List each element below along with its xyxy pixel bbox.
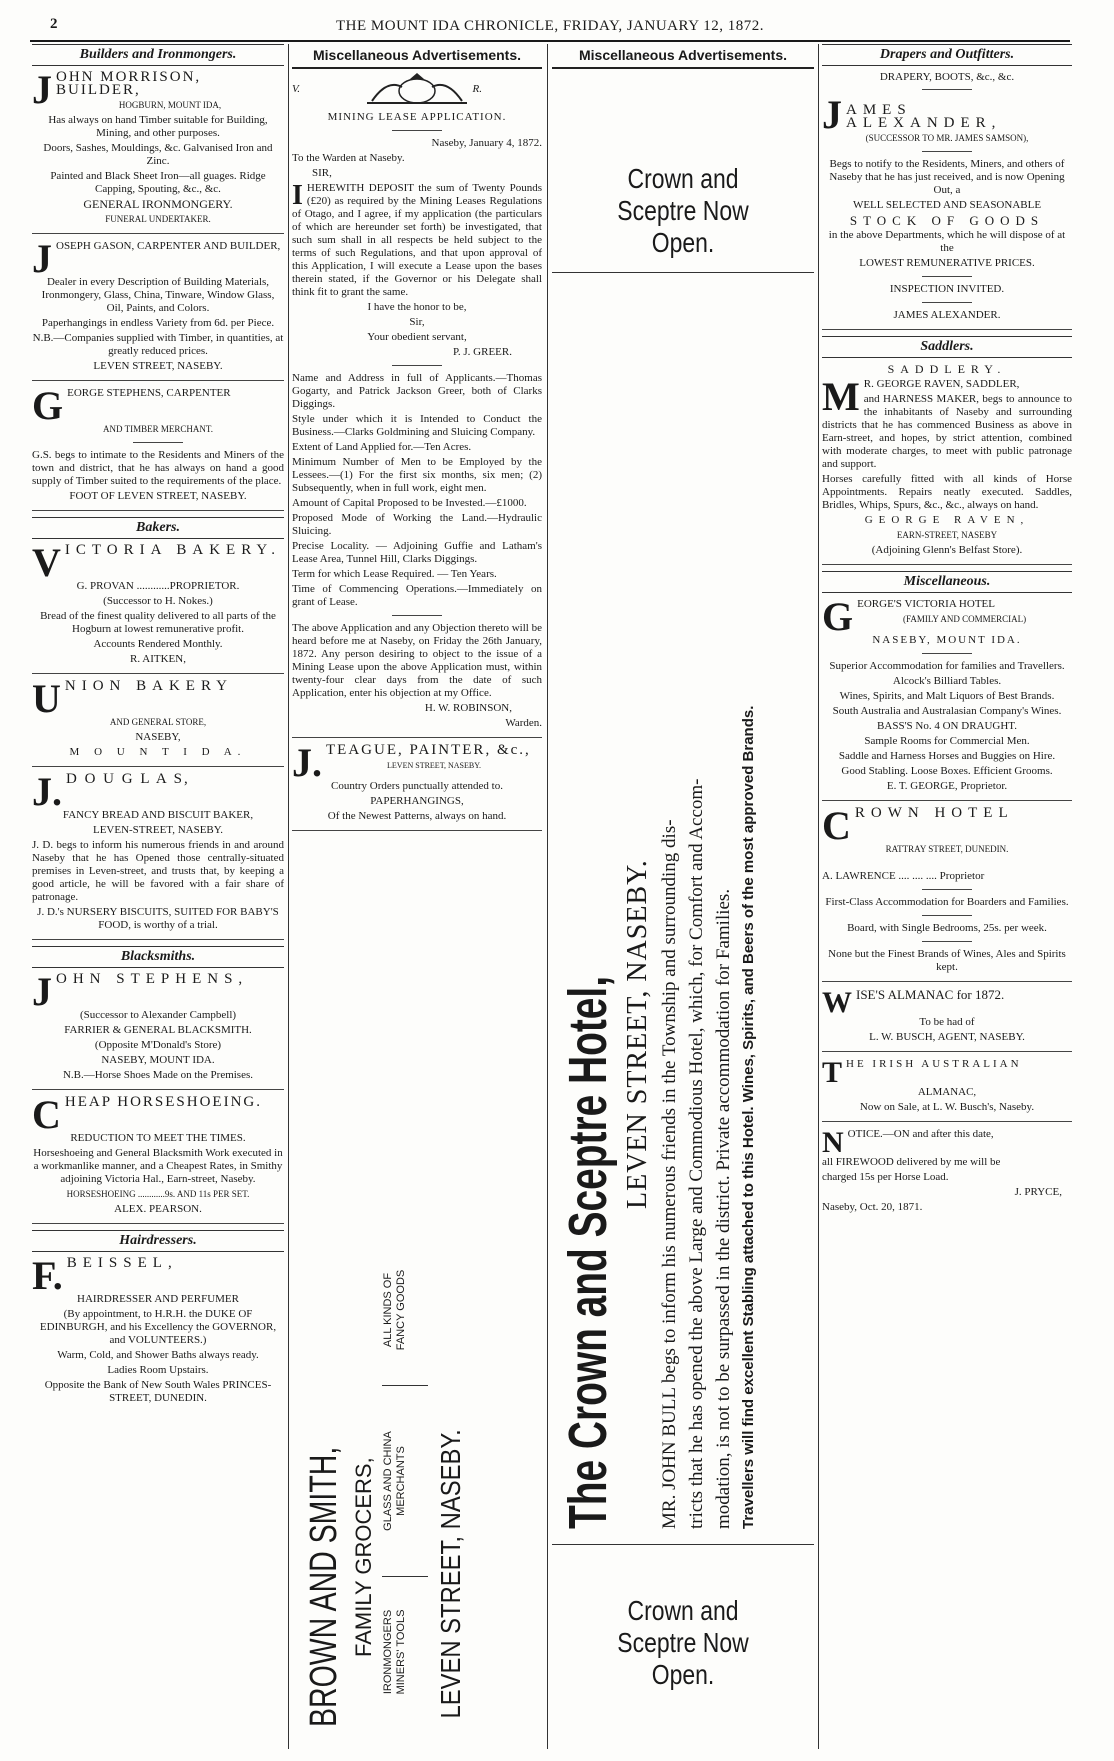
ad-title: TEAGUE, PAINTER, &c., bbox=[326, 742, 531, 758]
ad-georges-victoria-hotel: G EORGE'S VICTORIA HOTEL (FAMILY AND COMMERCIAL) NASEBY, MOUNT IDA. Superior Accommodation for families and Travellers. Alcock's Billiard Tables. Wines, Spirits, and Malt Liquors of Best Brands. South Australia and Australasian Company's Wines. BASS'S No. 4 ON DRAUGHT. Sample Rooms for Commercial Men. Saddle and Harness Horses and Buggies on Hire. Good Stabling. Loose Boxes. Efficient Grooms. E. T. GEORGE, Proprietor. bbox=[822, 598, 1072, 801]
hotel-street: LEVEN STREET, NASEBY. bbox=[622, 859, 653, 1209]
column-header: Miscellaneous Advertisements. bbox=[292, 44, 542, 69]
section-miscellaneous: Miscellaneous. bbox=[822, 571, 1072, 593]
ad-title: EORGE STEPHENS, CARPENTER bbox=[67, 387, 231, 399]
ad-title: R. GEORGE RAVEN, SADDLER, bbox=[863, 378, 1020, 390]
ad-title: HE IRISH AUSTRALIAN bbox=[846, 1058, 1022, 1070]
column-3 bbox=[552, 44, 814, 1749]
ad-title: D O U G L A S, bbox=[66, 771, 190, 787]
column-rule bbox=[288, 44, 289, 1749]
ad-john-stephens: J OHN STEPHENS, (Successor to Alexander Campbell) FARRIER & GENERAL BLACKSMITH. (Opposite M'Donald's Store) NASEBY, MOUNT IDA. N.B.—Horse Shoes Made on the Premises. bbox=[32, 973, 284, 1090]
ad-stephens: G EORGE STEPHENS, CARPENTER AND TIMBER MERCHANT. G.S. begs to intimate to the Residents and Miners of the town and district, that he has always on hand a good supply of Timber suited to the requirements of the place. FOOT OF LEVEN STREET, NASEBY. bbox=[32, 387, 284, 511]
ad-title: EORGE'S VICTORIA HOTEL bbox=[857, 598, 995, 610]
ad-title: OTICE.—ON and after this date, bbox=[847, 1128, 994, 1140]
section-hairdressers: Hairdressers. bbox=[32, 1230, 284, 1252]
ad-title: BROWN AND SMITH, bbox=[303, 1446, 345, 1727]
ad-title: OSEPH GASON, CARPENTER AND BUILDER, bbox=[56, 240, 281, 252]
ad-beissel: F. BEISSEL, HAIRDRESSER AND PERFUMER (By appointment, to H.R.H. the DUKE OF EDINBURGH, and his Excellency the GOVERNOR, and VOLUNTEERS.) Warm, Cold, and Shower Baths always ready. Ladies Room Upstairs. Opposite the Bank of New South Wales PRINCES-STREET, DUNEDIN. bbox=[32, 1257, 284, 1412]
ad-title: BEISSEL, bbox=[66, 1255, 178, 1271]
ad-mining-lease: V. R. MINING LEASE APPLICATION. Naseby, January 4, 1872. To the Warden at Naseby. SIR, IHEREWITH DEPOSIT the sum of Twenty Pounds (£20) as required by the Mining Leases Regulations of Otago, and I agree, if my application (the particulars of which are hereunder set forth) be investigated, that such sum shall in all respects be held subject to the terms of such Regulations, and that upon approval of this Application, I will execute a Lease upon the bases therein stated, if the Governor or his Delegate shall think fit to grant the same. I have the honor to be, Sir, Your obedient servant, P. J. GREER. Name and Address in full of Applicants.—Thomas Gogarty, and Patrick Jackson Greer, both of Clarks Diggings. Style under which it is Intended to Conduct the Business.—Clarks Goldmining and Sluicing Company. Extent of Land Applied for.—Ten Acres. Minimum Number of Men to be Employed by the Lessees.—(1) For the first six months, six men; (2) Subsequently, when in full work, eight men. Amount of Capital Proposed to be Invested.—£1000. Proposed Mode of Working the Land.—Hydraulic Sluicing. Precise Locality. — Adjoining Guffie and Latham's Lease Area, Tunnel Hill, Clarks Diggings. Term for which Lease Required. — Ten Years. Time of Commencing Operations.—Immediately on grant of Lease. The above Application and any Objection thereto will be heard before me at Naseby, on Friday the 26th January, 1872. Any person desiring to object to the issue of a Mining Lease upon the above Application must, within twenty-four clear days from the date of such Application, enter his objection at my Office. H. W. ROBINSON, Warden. bbox=[292, 73, 542, 738]
hotel-title: The Crown and Sceptre Hotel, bbox=[558, 975, 618, 1529]
ad-james-alexander: J AMES ALEXANDER, (SUCCESSOR TO MR. JAMES SAMSON), Begs to notify to the Residents, Miners, and others of Naseby that he has just received, and is now Opening Out, a WELL SELECTED AND SEASONABLE STOCK OF GOODS in the above Departments, which he will dispose of at the LOWEST REMUNERATIVE PRICES. INSPECTION INVITED. JAMES ALEXANDER. bbox=[822, 96, 1072, 330]
column-rule bbox=[818, 44, 819, 1749]
ad-title: ISE'S ALMANAC for 1872. bbox=[856, 987, 1005, 1002]
crown-sceptre-banner-bottom bbox=[552, 1544, 814, 1744]
column-4: Drapers and Outfitters. DRAPERY, BOOTS, &c., &c. J AMES ALEXANDER, (SUCCESSOR TO MR. JAMES SAMSON), Begs to notify to the Residents, Miners, and others of Naseby that he has just received, and is now Opening Out, a WELL SELECTED AND SEASONABLE STOCK OF GOODS in the above Departments, which he will dispose of at the LOWEST REMUNERATIVE PRICES. INSPECTION INVITED. JAMES ALEXANDER. Saddlers. SADDLERY. M R. GEORGE RAVEN, SADDLER, and HARNESS MAKER, begs to announce to the inhabitants of Naseby and surrounding districts that he has commenced Business as above in Earn-street, and hopes, by strict attention, combined with moderate charges, to meet with public patronage and support. Horses carefully fitted with all kinds of Horse Appointments. Repairs neatly executed. Saddles, Bridles, Whips, Spurs, &c., &c., always on hand. GEORGE RAVEN, EARN-STREET, NASEBY (Adjoining Glenn's Belfast Store). Miscellaneous. G EORGE'S VICTORIA HOTEL (FAMILY AND COMMERCIAL) NASEBY, MOUNT IDA. Superior Accommodation for families and Travellers. Alcock's Billiard Tables. Wines, Spirits, and Malt Liquors of Best Brands. South Australia and Australasian Company's Wines. BASS'S No. 4 ON DRAUGHT. Sample Rooms for Commercial Men. Saddle and Harness Horses and Buggies on Hire. Good Stabling. Loose Boxes. Efficient Grooms. E. T. GEORGE, Proprietor. C ROWN HOTEL RATTRAY STREET, DUNEDIN. A. LAWRENCE .... .... .... Proprietor First-Class Accommodation for Boarders and Families. Board, with Single Bedrooms, 25s. per week. None but the Finest Brands of Wines, Ales and Spirits kept. W ISE'S ALMANAC for 1872. To be had of L. W. BUSCH, AGENT, NASEBY. T HE IRISH AUSTRALIAN ALMANAC, Now on Sale, at L. W. Busch's, Naseby. N OTICE.—ON and after this date, all FIREWOOD delivered by me will be charged 15s per Horse Load. J. PRYCE, Naseby, Oct. 20, 1871. bbox=[822, 44, 1072, 1749]
ad-crown-hotel: C ROWN HOTEL RATTRAY STREET, DUNEDIN. A. LAWRENCE .... .... .... Proprietor First-Class Accommodation for Boarders and Families. Board, with Single Bedrooms, 25s. per week. None but the Finest Brands of Wines, Ales and Spirits kept. bbox=[822, 807, 1072, 982]
royal-crest: V. R. bbox=[292, 73, 542, 109]
ad-title: ROWN HOTEL bbox=[854, 805, 1014, 821]
ad-title: NION BAKERY bbox=[64, 678, 233, 694]
coat-of-arms-icon bbox=[362, 73, 472, 107]
section-saddlers: Saddlers. bbox=[822, 336, 1072, 358]
ad-irish-australian-almanac: T HE IRISH AUSTRALIAN ALMANAC, Now on Sale, at L. W. Busch's, Naseby. bbox=[822, 1058, 1072, 1122]
section-drapers: Drapers and Outfitters. bbox=[822, 44, 1072, 66]
ad-brown-and-smith: BROWN AND SMITH, FAMILY GROCERS, IRONMONGERS MINERS' TOOLS GLASS AND CHINA MERCHANTS ALL KINDS OF FANCY GOODS LEVEN STREET, NASEBY. bbox=[292, 1222, 542, 1732]
ad-title: OHN STEPHENS, bbox=[56, 971, 249, 987]
ad-title: ICTORIA BAKERY. bbox=[64, 542, 282, 558]
banner-text: Crown and Sceptre Now Open. bbox=[617, 163, 749, 258]
section-blacksmiths: Blacksmiths. bbox=[32, 946, 284, 968]
ad-title: HEAP HORSESHOEING. bbox=[64, 1094, 263, 1110]
column-rule bbox=[547, 44, 548, 1749]
ad-douglas: J. D O U G L A S, FANCY BREAD AND BISCUIT BAKER, LEVEN-STREET, NASEBY. J. D. begs to inform his numerous friends in and around Naseby that he has Opened those centrally-situated premises in Leven-street, and trusts that, by keeping a good article, he will be favored with a fair share of patronage. J. D.'s NURSERY BISCUITS, SUITED FOR BABY'S FOOD, is worthy of a trial. bbox=[32, 773, 284, 940]
column-header: Miscellaneous Advertisements. bbox=[552, 44, 814, 69]
ad-morrison: J OHN MORRISON, BUILDER, HOGBURN, MOUNT IDA, Has always on hand Timber suitable for Building, Mining, and other purposes. Doors, Sashes, Mouldings, &c. Galvanised Iron and Zinc. Painted and Black Sheet Iron—all guages. Ridge Capping, Spouting, &c., &c. GENERAL IRONMONGERY. FUNERAL UNDERTAKER. bbox=[32, 71, 284, 234]
ad-wises-almanac: W ISE'S ALMANAC for 1872. To be had of L. W. BUSCH, AGENT, NASEBY. bbox=[822, 988, 1072, 1052]
column-2 bbox=[292, 44, 542, 1749]
ad-firewood-notice: N OTICE.—ON and after this date, all FIREWOOD delivered by me will be charged 15s per Horse Load. J. PRYCE, Naseby, Oct. 20, 1871. bbox=[822, 1128, 1072, 1221]
ad-title: AMES ALEXANDER, bbox=[846, 102, 1002, 131]
ad-union-bakery: U NION BAKERY AND GENERAL STORE, NASEBY, M O U N T I D A. bbox=[32, 680, 284, 767]
ad-victoria-bakery: V ICTORIA BAKERY. G. PROVAN ............PROPRIETOR. (Successor to H. Nokes.) Bread of the finest quality delivered to all parts of the Hogburn at lowest remunerative profit. Accounts Rendered Monthly. R. AITKEN, bbox=[32, 544, 284, 674]
crown-sceptre-banner-top bbox=[552, 73, 814, 273]
ad-george-raven: SADDLERY. M R. GEORGE RAVEN, SADDLER, and HARNESS MAKER, begs to announce to the inhabitants of Naseby and surrounding districts that he has commenced Business as above in Earn-street, and hopes, by strict attention, combined with moderate charges, to meet with public patronage and support. Horses carefully fitted with all kinds of Horse Appointments. Repairs neatly executed. Saddles, Bridles, Whips, Spurs, &c., &c., always on hand. GEORGE RAVEN, EARN-STREET, NASEBY (Adjoining Glenn's Belfast Store). bbox=[822, 363, 1072, 565]
ad-horseshoeing: C HEAP HORSESHOEING. REDUCTION TO MEET THE TIMES. Horseshoeing and General Blacksmith Work executed in a workmanlike manner, and a Cheapest Rates, in Smithy adjoining Victoria Hal., Earn-street, Naseby. HORSESHOEING ............9s. AND 11s PER SET. ALEX. PEARSON. bbox=[32, 1096, 284, 1224]
section-bakers: Bakers. bbox=[32, 517, 284, 539]
masthead bbox=[30, 10, 1070, 42]
page-number: 2 bbox=[50, 16, 58, 32]
column-1 bbox=[32, 44, 284, 1749]
masthead-title: THE MOUNT IDA CHRONICLE, FRIDAY, JANUARY 12, 1872. bbox=[336, 18, 764, 34]
ad-title: MINING LEASE APPLICATION. bbox=[327, 111, 507, 123]
banner-text: Crown and Sceptre Now Open. bbox=[617, 1595, 749, 1690]
ad-title: OHN MORRISON, BUILDER, bbox=[56, 69, 202, 98]
section-builders: Builders and Ironmongers. bbox=[32, 44, 284, 66]
ad-gason: J OSEPH GASON, CARPENTER AND BUILDER, Dealer in every Description of Building Materials, Ironmongery, Glass, China, Tinware, Window Glass, Oil, Paints, and Colors. Paperhangings in endless Variety from 6d. per Piece. N.B.—Companies supplied with Timber, in quantities, at greatly reduced prices. LEVEN STREET, NASEBY. bbox=[32, 240, 284, 381]
ad-crown-sceptre-hotel: The Crown and Sceptre Hotel, LEVEN STREET, NASEBY. MR. JOHN BULL begs to inform his numerous friends in the Township and surrounding dis- tricts that he has opened the above Large and Commodious Hotel, which, for Comfort and Accom- modation, is not to be surpassed in the district. Private accommodation for Families. Travellers will find excellent Stabling attached to this Hotel. Wines, Spirits, and Beers of the most approved Brands. bbox=[552, 304, 814, 1534]
ad-teague: J. TEAGUE, PAINTER, &c., LEVEN STREET, NASEBY. Country Orders punctually attended to. PAPERHANGINGS, Of the Newest Patterns, always on hand. bbox=[292, 744, 542, 831]
